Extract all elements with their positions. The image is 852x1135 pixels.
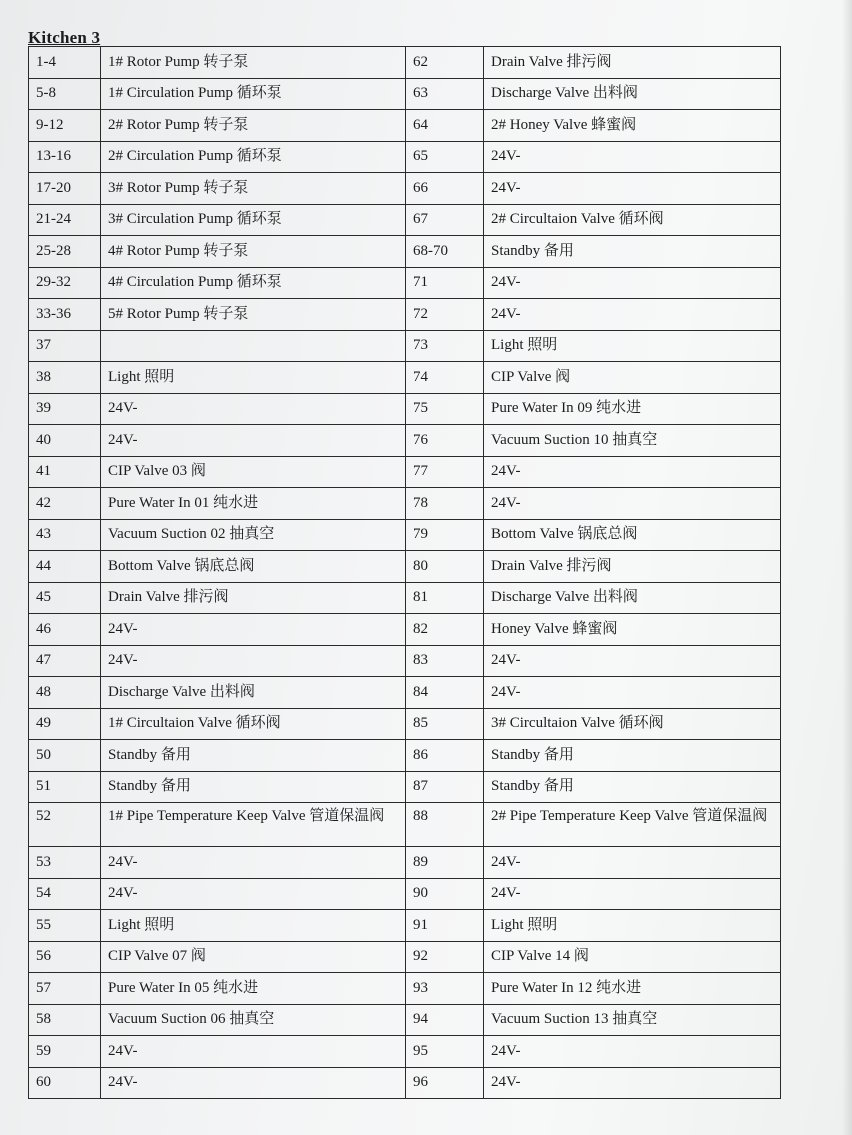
table-row <box>29 708 781 740</box>
table-row <box>29 362 781 394</box>
left-number-cell: 41 <box>29 456 101 488</box>
left-description-cell <box>101 330 406 362</box>
right-number-cell: 71 <box>406 267 484 299</box>
left-description-cell: 1# Circulation Pump 循环泵 <box>101 78 406 110</box>
right-description-cell: 24V- <box>484 267 781 299</box>
left-number-cell: 58 <box>29 1004 101 1036</box>
table-row <box>29 878 781 910</box>
right-number-cell: 78 <box>406 488 484 520</box>
paper-edge-shadow <box>842 0 852 1135</box>
right-number-cell: 72 <box>406 299 484 331</box>
left-number-cell: 43 <box>29 519 101 551</box>
left-description-cell: Bottom Valve 锅底总阀 <box>101 551 406 583</box>
table-row <box>29 330 781 362</box>
right-description-cell: 24V- <box>484 677 781 709</box>
page-title: Kitchen 3 <box>28 28 101 47</box>
right-description-cell: Pure Water In 12 纯水进 <box>484 973 781 1005</box>
table-row <box>29 803 781 847</box>
table-body <box>29 47 781 1099</box>
right-number-cell: 62 <box>406 47 484 79</box>
left-number-cell: 45 <box>29 582 101 614</box>
table-row <box>29 1067 781 1099</box>
left-number-cell: 5-8 <box>29 78 101 110</box>
left-description-cell: 1# Rotor Pump 转子泵 <box>101 47 406 79</box>
right-description-cell: 24V- <box>484 488 781 520</box>
right-description-cell: Standby 备用 <box>484 771 781 803</box>
left-number-cell: 55 <box>29 910 101 942</box>
right-description-cell: 24V- <box>484 878 781 910</box>
left-number-cell: 44 <box>29 551 101 583</box>
right-number-cell: 96 <box>406 1067 484 1099</box>
right-description-cell: Discharge Valve 出料阀 <box>484 582 781 614</box>
table-row <box>29 267 781 299</box>
left-description-cell: Vacuum Suction 02 抽真空 <box>101 519 406 551</box>
right-description-cell: 2# Circultaion Valve 循环阀 <box>484 204 781 236</box>
right-description-cell: Standby 备用 <box>484 236 781 268</box>
right-description-cell: 24V- <box>484 1036 781 1068</box>
left-description-cell: Standby 备用 <box>101 771 406 803</box>
right-number-cell: 87 <box>406 771 484 803</box>
right-number-cell: 91 <box>406 910 484 942</box>
table-row <box>29 173 781 205</box>
right-number-cell: 66 <box>406 173 484 205</box>
table-row <box>29 1036 781 1068</box>
table-row <box>29 614 781 646</box>
table-row <box>29 1004 781 1036</box>
io-assignment-table <box>28 46 781 1099</box>
right-description-cell: 24V- <box>484 847 781 879</box>
right-number-cell: 76 <box>406 425 484 457</box>
left-number-cell: 25-28 <box>29 236 101 268</box>
left-number-cell: 33-36 <box>29 299 101 331</box>
right-description-cell: Drain Valve 排污阀 <box>484 47 781 79</box>
table-row <box>29 582 781 614</box>
right-description-cell: Discharge Valve 出料阀 <box>484 78 781 110</box>
right-number-cell: 79 <box>406 519 484 551</box>
right-number-cell: 67 <box>406 204 484 236</box>
table-row <box>29 519 781 551</box>
table-row <box>29 141 781 173</box>
left-description-cell: 4# Circulation Pump 循环泵 <box>101 267 406 299</box>
right-description-cell: 24V- <box>484 299 781 331</box>
left-description-cell: Light 照明 <box>101 910 406 942</box>
left-description-cell: 24V- <box>101 393 406 425</box>
right-number-cell: 93 <box>406 973 484 1005</box>
right-description-cell: Honey Valve 蜂蜜阀 <box>484 614 781 646</box>
right-number-cell: 73 <box>406 330 484 362</box>
table-row <box>29 204 781 236</box>
right-description-cell: 2# Pipe Temperature Keep Valve 管道保温阀 <box>484 803 781 847</box>
left-number-cell: 52 <box>29 803 101 847</box>
left-description-cell: 3# Rotor Pump 转子泵 <box>101 173 406 205</box>
left-number-cell: 38 <box>29 362 101 394</box>
left-description-cell: Discharge Valve 出料阀 <box>101 677 406 709</box>
left-description-cell: 4# Rotor Pump 转子泵 <box>101 236 406 268</box>
right-description-cell: 3# Circultaion Valve 循环阀 <box>484 708 781 740</box>
left-description-cell: 24V- <box>101 878 406 910</box>
table-row <box>29 47 781 79</box>
left-number-cell: 29-32 <box>29 267 101 299</box>
left-number-cell: 56 <box>29 941 101 973</box>
right-description-cell: 24V- <box>484 456 781 488</box>
left-number-cell: 21-24 <box>29 204 101 236</box>
left-number-cell: 37 <box>29 330 101 362</box>
right-description-cell: Pure Water In 09 纯水进 <box>484 393 781 425</box>
right-number-cell: 82 <box>406 614 484 646</box>
left-description-cell: CIP Valve 03 阀 <box>101 456 406 488</box>
right-description-cell: Drain Valve 排污阀 <box>484 551 781 583</box>
table-row <box>29 299 781 331</box>
right-number-cell: 75 <box>406 393 484 425</box>
left-number-cell: 53 <box>29 847 101 879</box>
left-number-cell: 1-4 <box>29 47 101 79</box>
left-number-cell: 13-16 <box>29 141 101 173</box>
right-number-cell: 77 <box>406 456 484 488</box>
right-number-cell: 95 <box>406 1036 484 1068</box>
right-description-cell: Vacuum Suction 10 抽真空 <box>484 425 781 457</box>
left-description-cell: 24V- <box>101 645 406 677</box>
left-number-cell: 48 <box>29 677 101 709</box>
right-number-cell: 89 <box>406 847 484 879</box>
table-row <box>29 645 781 677</box>
left-description-cell: 24V- <box>101 1067 406 1099</box>
left-number-cell: 46 <box>29 614 101 646</box>
left-number-cell: 60 <box>29 1067 101 1099</box>
right-number-cell: 68-70 <box>406 236 484 268</box>
left-number-cell: 47 <box>29 645 101 677</box>
table-row <box>29 740 781 772</box>
right-number-cell: 90 <box>406 878 484 910</box>
left-description-cell: Standby 备用 <box>101 740 406 772</box>
left-number-cell: 50 <box>29 740 101 772</box>
right-number-cell: 63 <box>406 78 484 110</box>
right-description-cell: Standby 备用 <box>484 740 781 772</box>
table-row <box>29 456 781 488</box>
table-row <box>29 110 781 142</box>
left-number-cell: 17-20 <box>29 173 101 205</box>
table-row <box>29 941 781 973</box>
table-row <box>29 393 781 425</box>
left-description-cell: Pure Water In 01 纯水进 <box>101 488 406 520</box>
right-description-cell: Bottom Valve 锅底总阀 <box>484 519 781 551</box>
left-description-cell: Drain Valve 排污阀 <box>101 582 406 614</box>
table-row <box>29 488 781 520</box>
right-number-cell: 88 <box>406 803 484 847</box>
right-number-cell: 94 <box>406 1004 484 1036</box>
right-number-cell: 74 <box>406 362 484 394</box>
left-description-cell: 2# Circulation Pump 循环泵 <box>101 141 406 173</box>
right-description-cell: 2# Honey Valve 蜂蜜阀 <box>484 110 781 142</box>
left-description-cell: 5# Rotor Pump 转子泵 <box>101 299 406 331</box>
right-number-cell: 85 <box>406 708 484 740</box>
right-description-cell: Vacuum Suction 13 抽真空 <box>484 1004 781 1036</box>
left-number-cell: 51 <box>29 771 101 803</box>
left-description-cell: 24V- <box>101 614 406 646</box>
table-row <box>29 973 781 1005</box>
left-description-cell: 24V- <box>101 1036 406 1068</box>
right-number-cell: 64 <box>406 110 484 142</box>
left-number-cell: 40 <box>29 425 101 457</box>
left-description-cell: Vacuum Suction 06 抽真空 <box>101 1004 406 1036</box>
left-description-cell: 1# Circultaion Valve 循环阀 <box>101 708 406 740</box>
left-description-cell: 2# Rotor Pump 转子泵 <box>101 110 406 142</box>
table-row <box>29 78 781 110</box>
left-number-cell: 59 <box>29 1036 101 1068</box>
left-description-cell: CIP Valve 07 阀 <box>101 941 406 973</box>
left-number-cell: 49 <box>29 708 101 740</box>
table-row <box>29 551 781 583</box>
left-description-cell: 1# Pipe Temperature Keep Valve 管道保温阀 <box>101 803 406 847</box>
right-number-cell: 92 <box>406 941 484 973</box>
right-number-cell: 84 <box>406 677 484 709</box>
table-row <box>29 910 781 942</box>
right-description-cell: Light 照明 <box>484 910 781 942</box>
right-description-cell: Light 照明 <box>484 330 781 362</box>
right-number-cell: 81 <box>406 582 484 614</box>
left-description-cell: Pure Water In 05 纯水进 <box>101 973 406 1005</box>
right-description-cell: 24V- <box>484 645 781 677</box>
left-description-cell: 24V- <box>101 425 406 457</box>
right-description-cell: 24V- <box>484 141 781 173</box>
right-description-cell: 24V- <box>484 1067 781 1099</box>
right-number-cell: 80 <box>406 551 484 583</box>
left-number-cell: 42 <box>29 488 101 520</box>
left-number-cell: 39 <box>29 393 101 425</box>
table-row <box>29 771 781 803</box>
left-number-cell: 57 <box>29 973 101 1005</box>
left-description-cell: 3# Circulation Pump 循环泵 <box>101 204 406 236</box>
right-number-cell: 65 <box>406 141 484 173</box>
table-row <box>29 677 781 709</box>
left-number-cell: 9-12 <box>29 110 101 142</box>
left-description-cell: 24V- <box>101 847 406 879</box>
right-description-cell: 24V- <box>484 173 781 205</box>
right-description-cell: CIP Valve 14 阀 <box>484 941 781 973</box>
table-row <box>29 425 781 457</box>
left-number-cell: 54 <box>29 878 101 910</box>
left-description-cell: Light 照明 <box>101 362 406 394</box>
right-number-cell: 83 <box>406 645 484 677</box>
right-number-cell: 86 <box>406 740 484 772</box>
table-row <box>29 847 781 879</box>
right-description-cell: CIP Valve 阀 <box>484 362 781 394</box>
table-row <box>29 236 781 268</box>
